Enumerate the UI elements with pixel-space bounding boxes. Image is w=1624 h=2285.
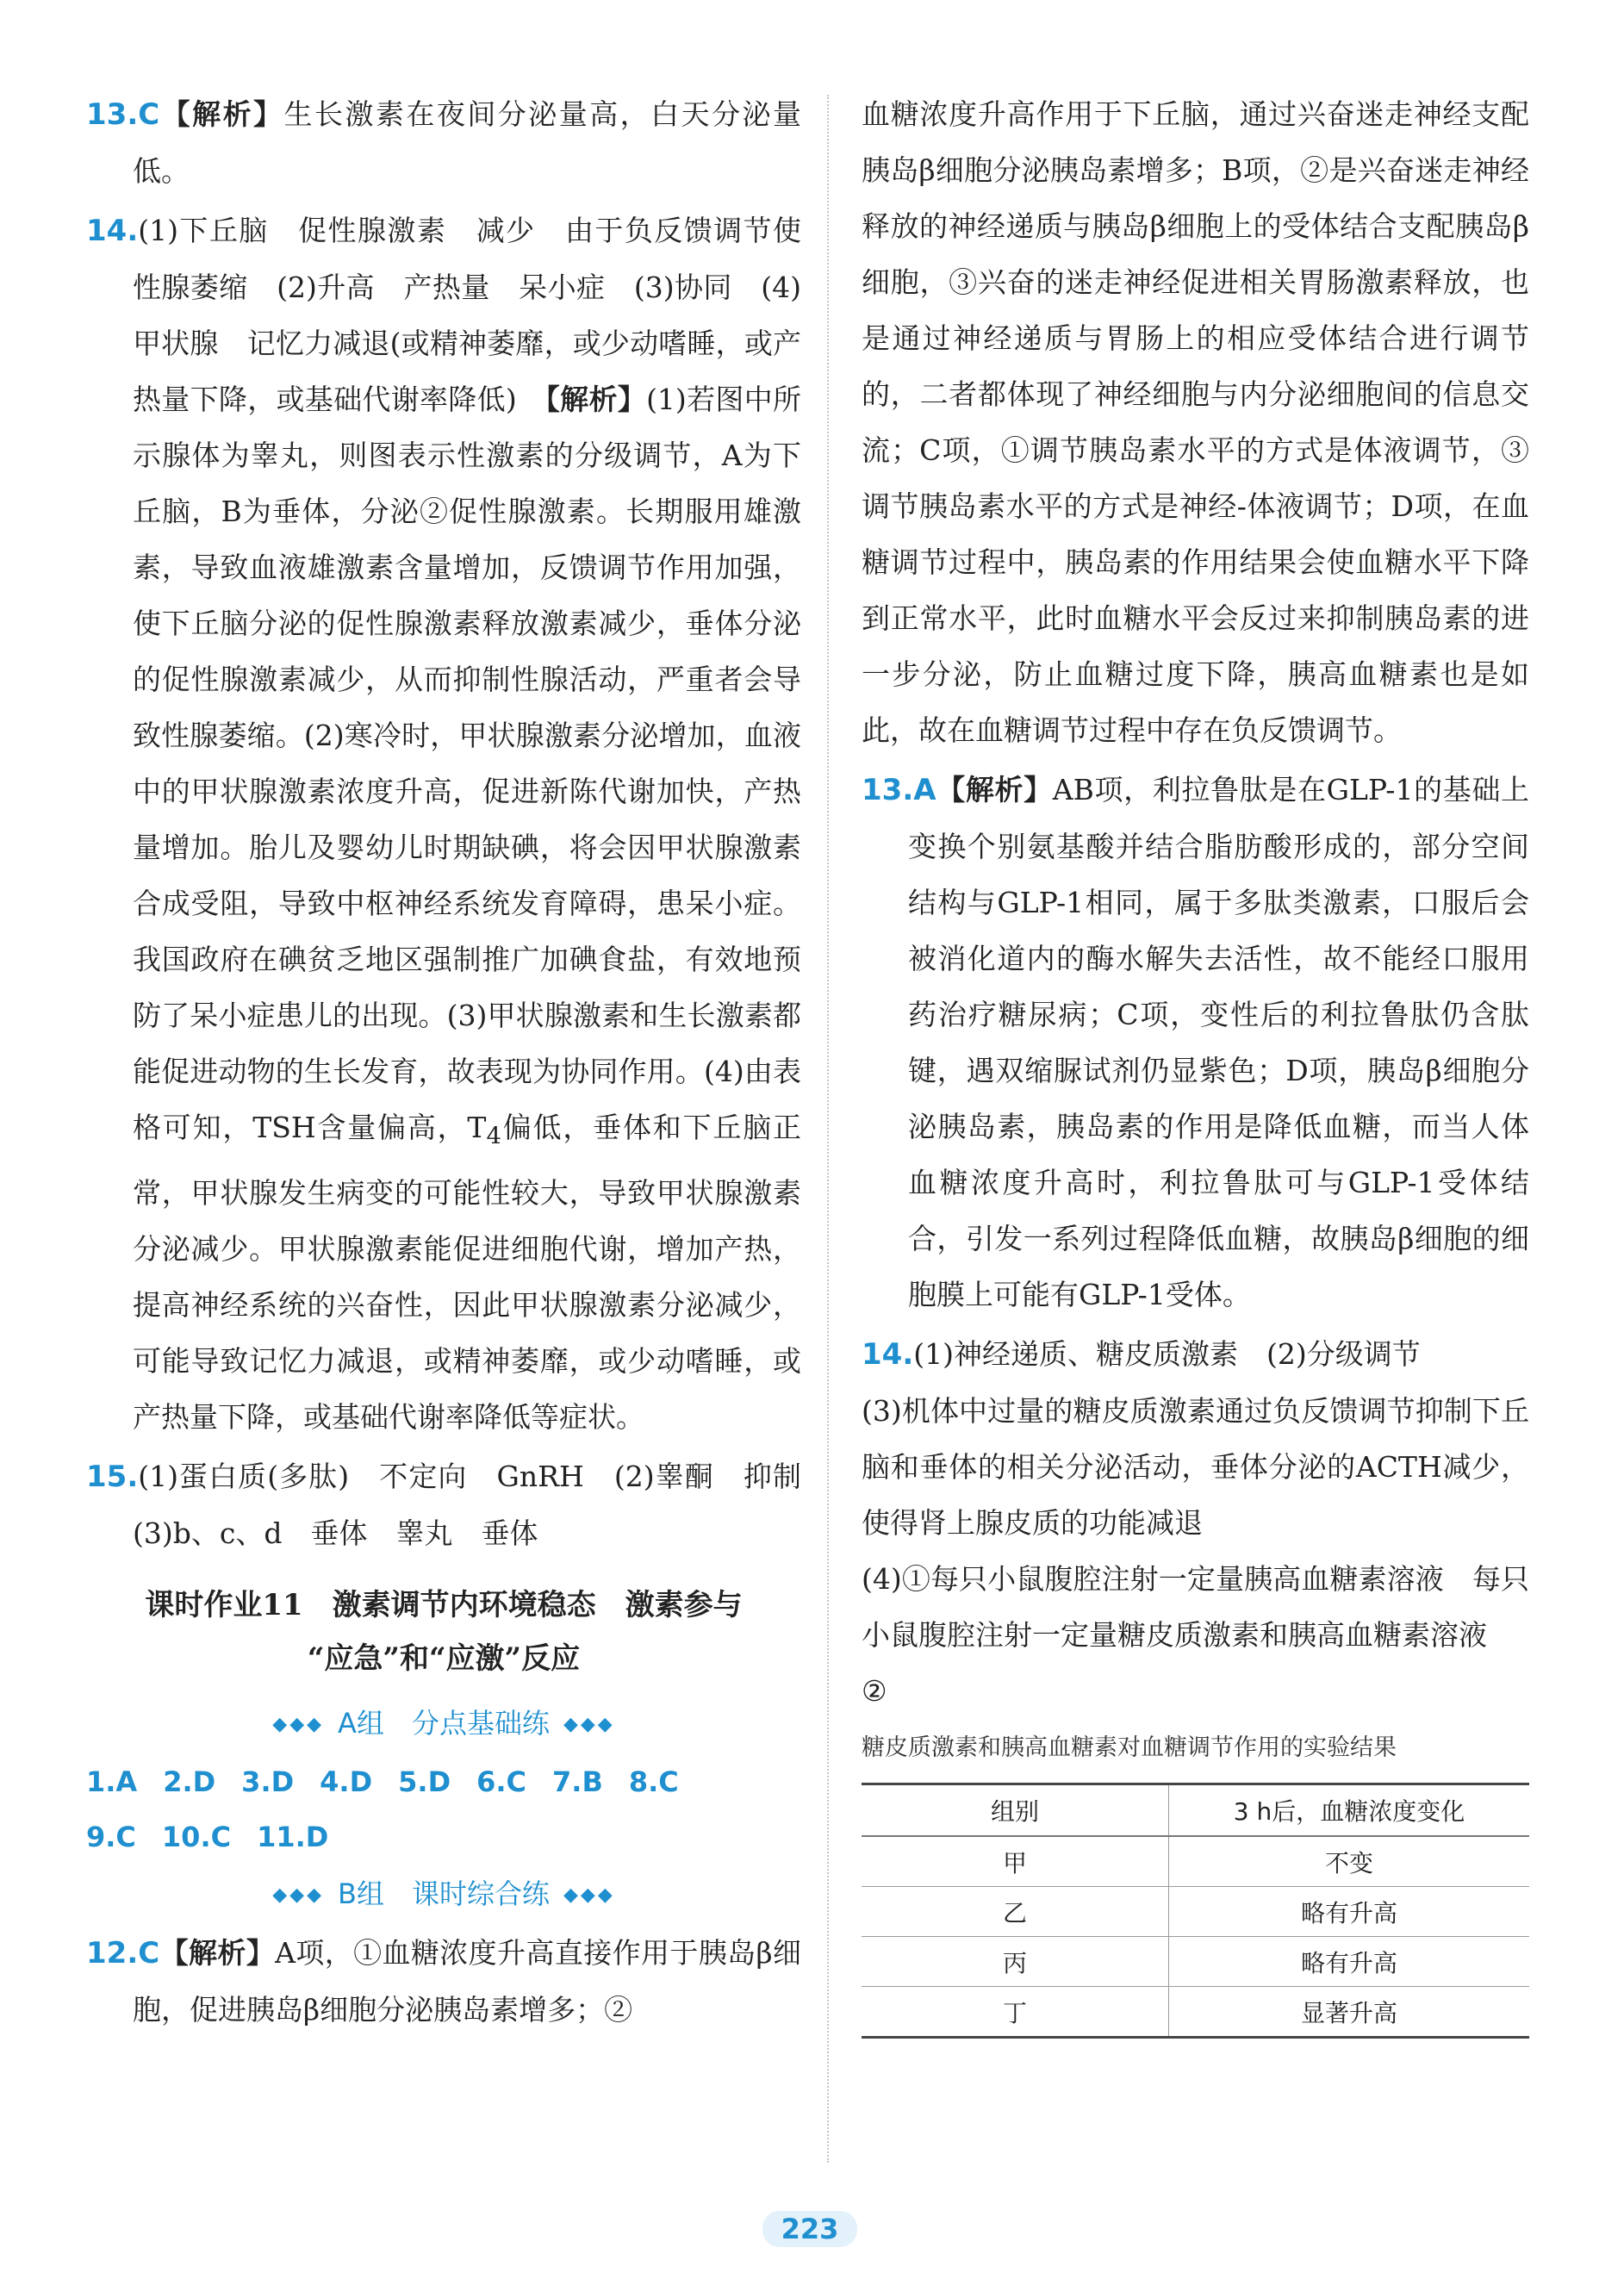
- answer-15: [86, 1448, 830, 1561]
- mc-answer: 5.D: [398, 1765, 451, 1798]
- answer-text: (1)神经递质、糖皮质激素 (2)分级调节: [913, 1337, 1421, 1371]
- answer-14-part1: [862, 1326, 1529, 1383]
- analysis-tag: 【解析】: [545, 383, 647, 416]
- analysis-text: (1)若图中所示腺体为睾丸，则图表示性激素的分级调节，A为下丘脑，B为垂体，分泌②促性腺激素。长期服用雄激素，导致血液雄激素含量增加，反馈调节作用加强，使下丘脑分泌的促性腺激素释放激素减少，垂体分泌的促性腺激素减少，从而抑制性腺活动，严重者会导致性腺萎缩。(2)寒冷时，甲状腺激素分泌增加，血液中的甲状腺激素浓度升高，促进新陈代谢加快，产热量增加。胎儿及婴幼儿时期缺碘，将会因甲状腺激素合成受阻，导致中枢神经系统发育障碍，患呆小症。我国政府在碘贫乏地区强制推广加碘食盐，有效地预防了呆小症患儿的出现。(3)甲状腺激素和生长激素都能促进动物的生长发育，故表现为协同作用。(4)由表格可知，TSH含量偏高，T: [133, 383, 802, 1144]
- table-header: 3 h后，血糖浓度变化: [1169, 1784, 1530, 1837]
- table-row: [862, 1887, 1529, 1937]
- table-header-row: [862, 1784, 1529, 1837]
- answer-number: 13.A: [862, 773, 936, 807]
- answer-number: 15.: [86, 1459, 139, 1494]
- answer-text: A项，①血糖浓度升高直接作用于胰岛β细胞，促进胰岛β细胞分泌胰岛素增多；②: [133, 1935, 801, 2027]
- group-b-heading: [86, 1868, 801, 1921]
- mc-answer: 11.D: [257, 1820, 329, 1853]
- answer-number: 12.C: [86, 1935, 160, 1971]
- section-title: [86, 1578, 801, 1685]
- answer-14-part4: (4)①每只小鼠腹腔注射一定量胰高血糖素溶液 每只小鼠腹腔注射一定量糖皮质激素和胰高血糖素溶液: [862, 1562, 1529, 1652]
- group-b-label: B组 课时综合练: [338, 1877, 550, 1910]
- mc-answer: 10.C: [161, 1820, 232, 1853]
- column-divider: [827, 95, 829, 2163]
- answer-number: 13.C: [86, 97, 160, 132]
- analysis-tag: 【解析】: [159, 97, 284, 131]
- answer-14-part3: (3)机体中过量的糖皮质激素通过负反馈调节抑制下丘脑和垂体的相关分泌活动，垂体分泌的ACTH减少，使得肾上腺皮质的功能减退: [862, 1394, 1529, 1540]
- mc-answers-row-1: [86, 1754, 801, 1809]
- answer-number: 14.: [862, 1337, 914, 1372]
- mc-answer: 3.D: [241, 1765, 295, 1798]
- group-a-label: A组 分点基础练: [338, 1706, 550, 1740]
- mc-answer: 6.C: [476, 1765, 527, 1798]
- answer-text: 生长激素在夜间分泌量高，白天分泌量低。: [133, 97, 802, 188]
- table-cell: 丁: [862, 1987, 1169, 2038]
- answer-13: [86, 86, 801, 199]
- answer-number: 14.: [86, 214, 139, 248]
- table-cell: 乙: [862, 1887, 1169, 1937]
- answer-14: [86, 202, 801, 1445]
- answer-14-b: [862, 1326, 1529, 1719]
- table-cell: 丙: [862, 1937, 1169, 1987]
- answer-12-continued: 血糖浓度升高作用于下丘脑，通过兴奋迷走神经支配胰岛β细胞分泌胰岛素增多；B项，②是兴奋迷走神经释放的神经递质与胰岛β细胞上的受体结合支配胰岛β细胞，③兴奋的迷走神经促进相关胃肠激素释放，也是通过神经递质与胃肠上的相应受体结合进行调节的，二者都体现了神经细胞与内分泌细胞间的信息交流；C项，①调节胰岛素水平的方式是体液调节，③调节胰岛素水平的方式是神经-体液调节；D项，在血糖调节过程中，胰岛素的作用结果会使血糖水平下降到正常水平，此时血糖水平会反过来抑制胰岛素的进一步分泌，防止血糖过度下降，胰高血糖素也是如此，故在血糖调节过程中存在负反馈调节。: [862, 97, 1529, 747]
- results-table: [862, 1783, 1529, 2039]
- mc-answer: 8.C: [628, 1765, 679, 1798]
- table-cell: 甲: [862, 1836, 1169, 1887]
- table-cell: 略有升高: [1169, 1937, 1530, 1987]
- diamond-dots-icon: ◆◆◆: [563, 1883, 615, 1906]
- diamond-dots-icon: ◆◆◆: [272, 1883, 325, 1906]
- answer-12: [86, 1925, 801, 2038]
- page-number: [724, 2213, 896, 2245]
- answer-13-b: [862, 762, 1529, 1323]
- mc-answer: 9.C: [86, 1820, 136, 1853]
- table-cell: 略有升高: [1169, 1887, 1530, 1937]
- answer-text: (1)下丘脑 促性腺激素 减少 由于负反馈调节使性腺萎缩 (2)升高 产热量 呆小症 (3)协同 (4)甲状腺 记忆力减退(或精神萎靡，或少动嗜睡，或产热量下降，或基础代谢率降低): [133, 214, 801, 416]
- diamond-dots-icon: ◆◆◆: [272, 1713, 325, 1735]
- left-column: [86, 86, 830, 2041]
- answer-text: AB项，利拉鲁肽是在GLP-1的基础上变换个别氨基酸并结合脂肪酸形成的，部分空间结构与GLP-1相同，属于多肽类激素，口服后会被消化道内的酶水解失去活性，故不能经口服用药治疗糖尿病；C项，变性后的利拉鲁肽仍含肽键，遇双缩脲试剂仍显紫色；D项，胰岛β细胞分泌胰岛素，胰岛素的作用是降低血糖，而当人体血糖浓度升高时，利拉鲁肽可与GLP-1受体结合，引发一系列过程降低血糖，故胰岛β细胞的细胞膜上可能有GLP-1受体。: [908, 773, 1530, 1311]
- table-cell: 显著升高: [1169, 1987, 1530, 2038]
- mc-answer: 4.D: [320, 1765, 373, 1798]
- section-title-line1: 课时作业11 激素调节内环境稳态 激素参与: [145, 1587, 743, 1622]
- answer-14-part4-2: ②: [862, 1674, 887, 1708]
- table-row: [862, 1937, 1529, 1987]
- table-header: 组别: [862, 1784, 1169, 1837]
- answer-text: (1)蛋白质(多肽) 不定向 GnRH (2)睾酮 抑制 (3)b、c、d 垂体 睾丸 垂体: [133, 1459, 830, 1550]
- table-cell: 不变: [1169, 1836, 1530, 1887]
- page-number-label: 223: [762, 2211, 858, 2247]
- mc-answer: 2.D: [163, 1765, 216, 1798]
- mc-answer: 7.B: [552, 1765, 603, 1798]
- table-caption: 糖皮质激素和胰高血糖素对血糖调节作用的实验结果: [862, 1734, 1397, 1761]
- table-row: [862, 1987, 1529, 2038]
- mc-answers-row-2: [86, 1809, 801, 1865]
- diamond-dots-icon: ◆◆◆: [563, 1713, 615, 1735]
- subscript: 4: [486, 1122, 501, 1150]
- mc-answer: 1.A: [86, 1765, 138, 1798]
- analysis-text-continued: 偏低，垂体和下丘脑正常，甲状腺发生病变的可能性较大，导致甲状腺激素分泌减少。甲状腺激素能促进细胞代谢，增加产热，提高神经系统的兴奋性，因此甲状腺激素分泌减少，可能导致记忆力减退，或精神萎靡，或少动嗜睡，或产热量下降，或基础代谢率降低等症状。: [133, 1111, 801, 1434]
- analysis-tag: 【解析】: [159, 1935, 276, 1970]
- analysis-tag: 【解析】: [936, 773, 1053, 806]
- section-title-line2: “应急”和“应激”反应: [307, 1641, 581, 1676]
- right-column: [862, 86, 1529, 2039]
- group-a-heading: [86, 1697, 801, 1751]
- table-row: [862, 1836, 1529, 1887]
